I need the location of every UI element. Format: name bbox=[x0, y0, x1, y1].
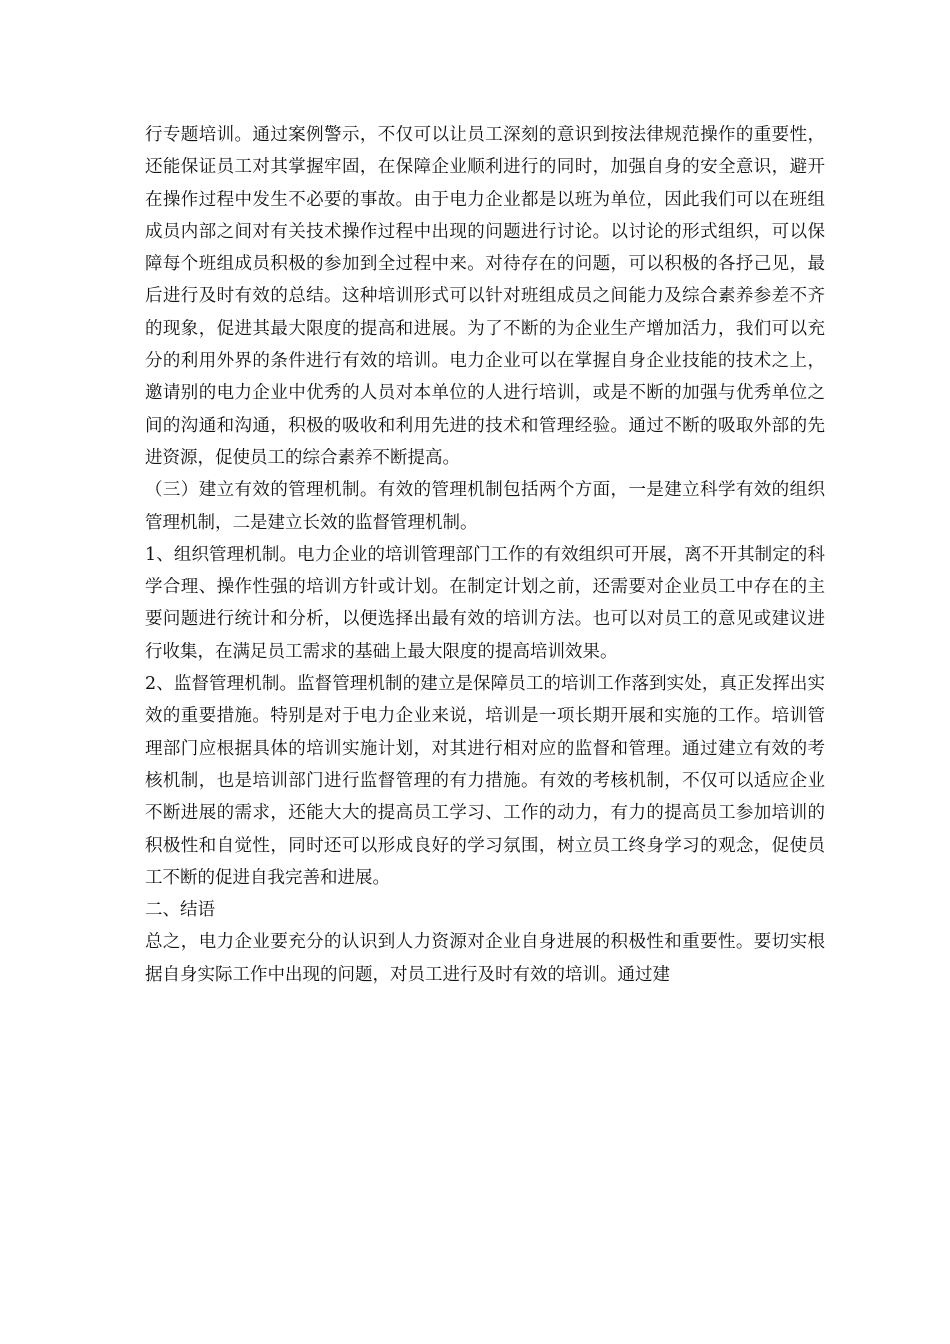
paragraph-management-mechanism: （三）建立有效的管理机制。有效的管理机制包括两个方面，一是建立科学有效的组织管理机制，二是建立长效的监督管理机制。 bbox=[145, 480, 825, 533]
section-heading-conclusion: 二、结语 bbox=[145, 900, 215, 921]
paragraph-case-training: 行专题培训。通过案例警示，不仅可以让员工深刻的意识到按法律规范操作的重要性，还能保证员工对其掌握牢固，在保障企业顺利进行的同时，加强自身的安全意识，避开在操作过程中发生不必要的事故。由于电力企业都是以班为单位，因此我们可以在班组成员内部之间对有关技术操作过程中出现的问题进行讨论。以讨论的形式组织，可以保障每个班组成员积极的参加到全过程中来。对待存在的问题，可以积极的各抒己见，最后进行及时有效的总结。这种培训形式可以针对班组成员之间能力及综合素养参差不齐的现象，促进其最大限度的提高和进展。为了不断的为企业生产增加活力，我们可以充分的利用外界的条件进行有效的培训。电力企业可以在掌握自身企业技能的技术之上，邀请别的电力企业中优秀的人员对本单位的人进行培训，或是不断的加强与优秀单位之间的沟通和沟通，积极的吸收和利用先进的技术和管理经验。通过不断的吸取外部的先进资源，促使员工的综合素养不断提高。 bbox=[145, 125, 825, 468]
paragraph-organization-mechanism: 1、组织管理机制。电力企业的培训管理部门工作的有效组织可开展，离不开其制定的科学合理、操作性强的培训方针或计划。在制定计划之前，还需要对企业员工中存在的主要问题进行统计和分析，以便选择出最有效的培训方法。也可以对员工的意见或建议进行收集，在满足员工需求的基础上最大限度的提高培训效果。 bbox=[145, 544, 825, 662]
document-body bbox=[145, 119, 825, 991]
paragraph-supervision-mechanism: 2、监督管理机制。监督管理机制的建立是保障员工的培训工作落到实处，真正发挥出实效的重要措施。特别是对于电力企业来说，培训是一项长期开展和实施的工作。培训管理部门应根据具体的培训实施计划，对其进行相对应的监督和管理。通过建立有效的考核机制，也是培训部门进行监督管理的有力措施。有效的考核机制，不仅可以适应企业不断进展的需求，还能大大的提高员工学习、工作的动力，有力的提高员工参加培训的积极性和自觉性，同时还可以形成良好的学习氛围，树立员工终身学习的观念，促使员工不断的促进自我完善和进展。 bbox=[145, 674, 825, 888]
paragraph-conclusion: 总之，电力企业要充分的认识到人力资源对企业自身进展的积极性和重要性。要切实根据自身实际工作中出现的问题，对员工进行及时有效的培训。通过建 bbox=[145, 932, 825, 985]
